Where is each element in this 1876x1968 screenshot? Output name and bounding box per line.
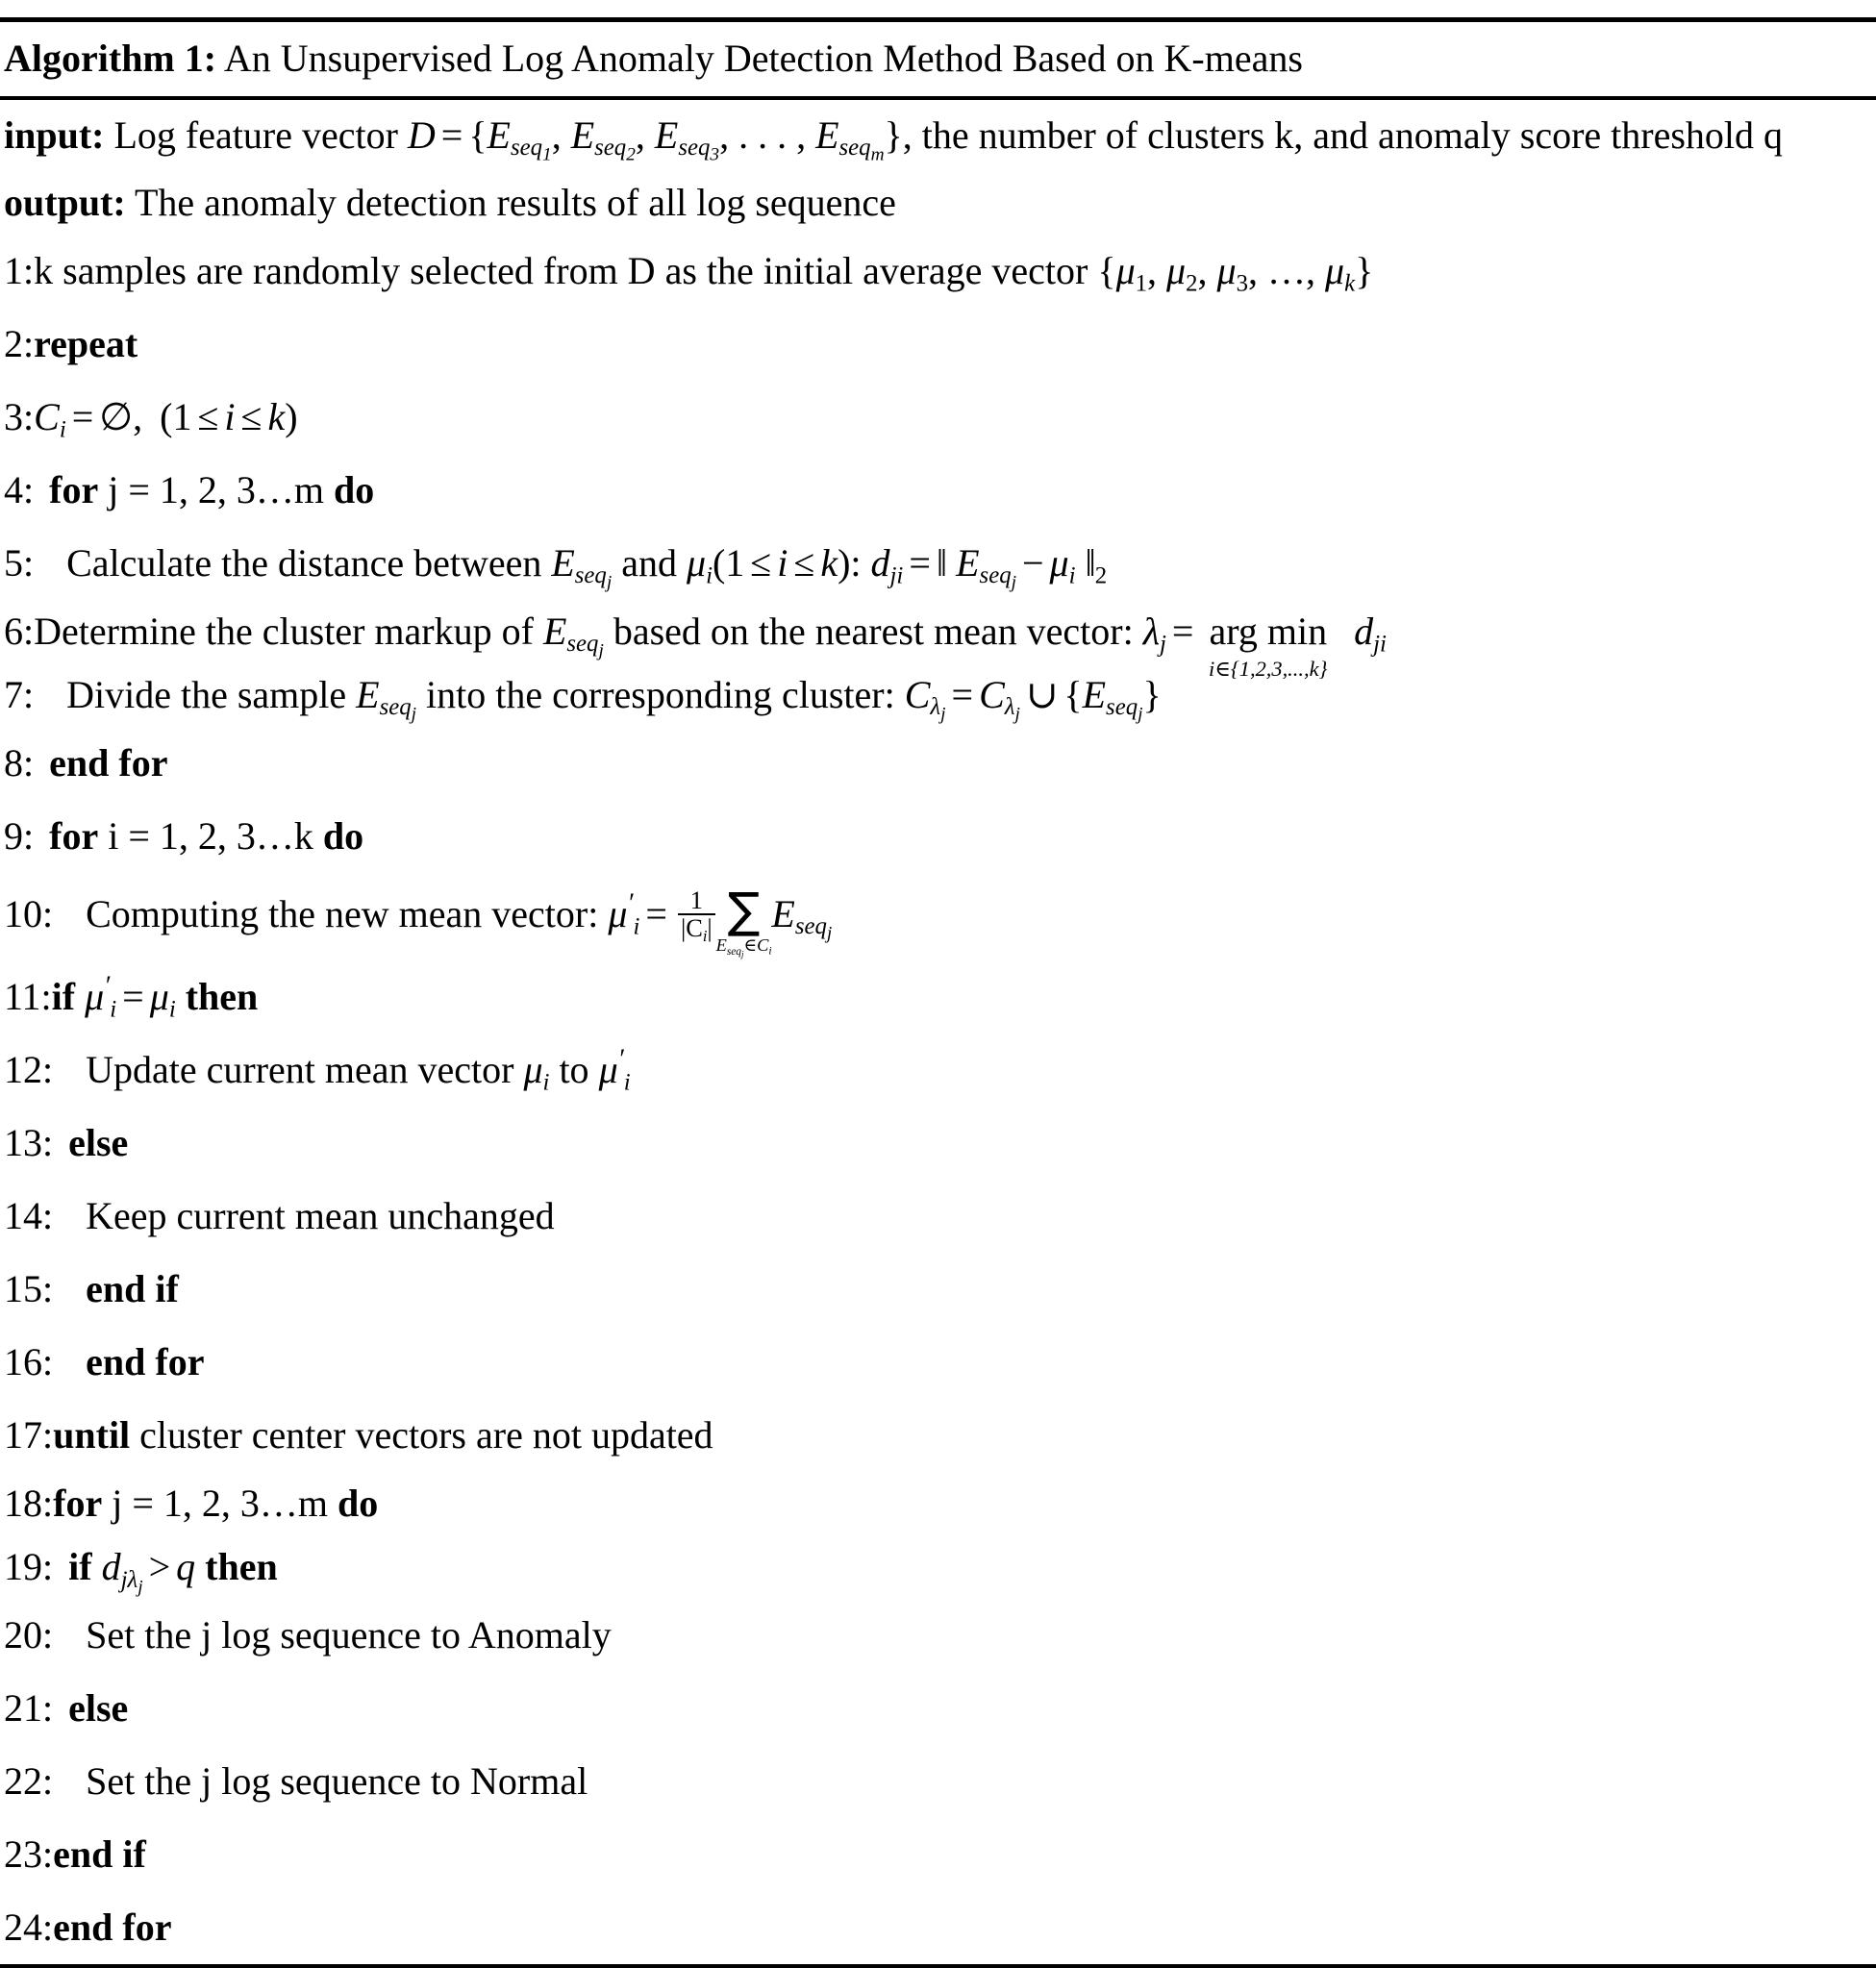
step-20: [0, 1599, 1876, 1672]
step-7-equals: =: [951, 672, 974, 716]
step-3: [0, 381, 1876, 454]
step-10: [0, 873, 1876, 961]
input-E2-sub: [594, 135, 636, 165]
step-21: [0, 1672, 1876, 1745]
input-row: [0, 100, 1876, 167]
step-7-E2-index: j: [1138, 704, 1143, 725]
step-11-num: 11:: [4, 975, 52, 1019]
step-6-text1: Determine the cluster markup of: [34, 609, 534, 653]
step-22: [0, 1745, 1876, 1818]
step-10-mu-prime: ′: [627, 888, 634, 919]
step-22-text: Set the j log sequence to Normal: [86, 1759, 588, 1804]
step-10-E: E: [771, 891, 795, 935]
step-1-text: k samples are randomly selected from D as the initial average vector: [34, 248, 1088, 292]
step-3-num: 3:: [4, 394, 35, 438]
step-7-C2-lambda-sub: j: [1014, 704, 1020, 725]
step-21-keyword: else: [68, 1686, 129, 1731]
step-3-i: i: [224, 394, 236, 438]
step-1-mu-3: μ: [1216, 248, 1237, 292]
step-12: [0, 1034, 1876, 1107]
output-text: The anomaly detection results of all log sequence: [134, 180, 896, 224]
step-10-frac-den-open: |C: [680, 913, 703, 943]
step-15-keyword: end if: [86, 1267, 179, 1311]
input-Em-seq: seq: [838, 135, 871, 162]
step-5-i: i: [777, 540, 788, 585]
step-21-num: 21:: [4, 1686, 54, 1731]
step-5-k: k: [820, 540, 838, 585]
step-6-d-sub: ji: [1373, 631, 1387, 658]
step-7-C1-lambda-sub: j: [940, 704, 946, 725]
step-3-k: k: [267, 394, 286, 438]
step-10-sum-in-C: ∈C: [743, 935, 769, 956]
step-10-E-index: j: [826, 923, 833, 944]
step-10-equals: =: [645, 891, 667, 935]
step-4-for: for: [49, 467, 99, 511]
step-24-keyword: end for: [53, 1906, 172, 1950]
step-10-E-sub: [794, 913, 833, 944]
step-1: 1:k samples are randomly selected from D as the initial average vector {$\mu_1$, $\mu_2$, $\mu_3$, …, $\mu_k$}: [4, 248, 1374, 297]
step-3-equals: =: [71, 394, 94, 438]
step-5-num: 5:: [4, 540, 35, 585]
step-8: [0, 727, 1876, 800]
step-10-frac-den-sub: i: [702, 927, 708, 946]
input-E2-index: 2: [626, 144, 636, 165]
input-E1-seq: seq: [510, 135, 543, 162]
step-15: [0, 1253, 1876, 1326]
step-7-E-index: j: [411, 704, 417, 725]
input-close-brace: }: [884, 112, 903, 157]
step-12-mu: μ: [523, 1048, 543, 1092]
step-7-cup: ∪: [1025, 672, 1059, 716]
step-5-E2-seq: seq: [979, 562, 1012, 589]
input-E1-sub: [510, 135, 552, 165]
step-3-comma: ,: [133, 394, 143, 438]
step-20-num: 20:: [4, 1613, 54, 1657]
step-7-C2-sub: [1004, 694, 1020, 725]
step-5-le-1: ≤: [750, 540, 772, 585]
step-19: [0, 1535, 1876, 1599]
step-18-body: j = 1, 2, 3…m: [112, 1482, 328, 1526]
step-5: [0, 527, 1876, 600]
step-16-num: 16:: [4, 1340, 54, 1384]
algorithm-title-row: [0, 22, 1876, 96]
step-11-mu-prime-var: μ: [85, 975, 105, 1019]
step-1-ellipsis: …,: [1267, 248, 1316, 292]
step-10-frac-den-close: |: [707, 913, 713, 943]
step-5-E-sub: [574, 562, 613, 593]
step-7-C2: C: [979, 672, 1005, 716]
step-1-mu-2-sub: 2: [1186, 270, 1198, 297]
step-6-lambda: λ: [1142, 609, 1161, 653]
step-10-summation: [715, 882, 772, 959]
input-E3-sub: [678, 135, 720, 165]
step-23-keyword: end if: [53, 1832, 146, 1877]
step-9: [0, 800, 1876, 873]
step-10-sum-Ci-sub: i: [768, 945, 772, 958]
step-7-C1-lambda: λ: [930, 694, 941, 721]
input-comma-1: ,: [551, 112, 562, 157]
step-12-text1: Update current mean vector: [86, 1048, 514, 1092]
step-3-paren-close: ): [285, 394, 298, 438]
step-7-open-brace: {: [1063, 672, 1083, 716]
step-11: [0, 960, 1876, 1034]
step-4-do: do: [334, 467, 375, 511]
step-17-keyword: until: [53, 1413, 131, 1457]
step-12-mu-prime: ′: [617, 1044, 624, 1075]
step-5-mu2-sub: i: [1068, 562, 1076, 589]
step-22-num: 22:: [4, 1759, 54, 1804]
step-16: [0, 1326, 1876, 1399]
step-18-for: for: [53, 1482, 103, 1526]
step-11-mu: μ: [149, 975, 169, 1019]
step-23: [0, 1818, 1876, 1891]
step-12-mu-prime-var: μ: [598, 1048, 618, 1092]
input-open-brace: {: [468, 112, 488, 157]
step-7: [0, 663, 1876, 727]
step-13: [0, 1107, 1876, 1180]
input-E2-seq: seq: [594, 135, 627, 162]
input-equals: =: [440, 112, 463, 157]
step-6-E: E: [542, 609, 567, 653]
step-18-num: 18:: [4, 1482, 54, 1526]
step-6-num: 6:: [4, 609, 35, 653]
step-10-sum-subscript: [716, 933, 772, 959]
step-5-one: 1: [725, 540, 745, 585]
step-14-text: Keep current mean unchanged: [86, 1194, 555, 1238]
step-3-C-sub: i: [59, 416, 66, 443]
step-5-equals: =: [909, 540, 931, 585]
step-3-le-1: ≤: [197, 394, 219, 438]
step-14: [0, 1180, 1876, 1253]
step-4-body: j = 1, 2, 3…m: [108, 467, 324, 511]
step-7-E2: E: [1082, 672, 1107, 716]
step-4-num: 4:: [4, 467, 35, 511]
input-ellipsis: . . . ,: [738, 112, 807, 157]
step-6-E-sub: [566, 631, 604, 661]
input-E3: E: [654, 112, 679, 157]
step-19-d-sub-lambda-index: j: [138, 1577, 143, 1598]
step-3-paren-open: (: [160, 394, 173, 438]
step-18: [0, 1472, 1876, 1535]
step-12-mu-sub: i: [542, 1069, 550, 1096]
step-19-q: q: [176, 1545, 196, 1589]
step-5-paren-close: ): [838, 540, 851, 585]
step-10-num: 10:: [4, 891, 54, 935]
input-E3-seq: seq: [678, 135, 711, 162]
step-3-one: 1: [172, 394, 192, 438]
step-10-sum-j: j: [741, 949, 744, 959]
step-15-num: 15:: [4, 1267, 54, 1311]
step-11-mu-sub: i: [168, 996, 176, 1023]
step-2-keyword: repeat: [34, 321, 138, 365]
output-row: [0, 167, 1876, 235]
step-19-d: d: [101, 1545, 121, 1589]
step-10-frac-numerator: 1: [678, 887, 715, 916]
step-19-d-sub-j: j: [120, 1566, 128, 1593]
step-16-keyword: end for: [86, 1340, 205, 1384]
step-5-E2-sub: [979, 562, 1016, 593]
step-14-num: 14:: [4, 1194, 54, 1238]
step-8-num: 8:: [4, 740, 35, 785]
step-1-num: 1:: [4, 248, 35, 292]
step-19-if: if: [68, 1545, 92, 1589]
step-1-open-brace: {: [1097, 248, 1116, 292]
step-6-E-seq: seq: [566, 631, 599, 658]
step-7-close-brace: }: [1142, 672, 1162, 716]
step-7-C1-sub: [930, 694, 946, 725]
step-5-mu: μ: [686, 540, 707, 585]
step-7-E: E: [356, 672, 380, 716]
algorithm-block: [0, 17, 1876, 1968]
step-2: [0, 308, 1876, 381]
step-19-then: then: [205, 1545, 278, 1589]
input-E2: E: [570, 112, 595, 157]
step-5-mu2: μ: [1049, 540, 1069, 585]
step-6-lambda-sub: j: [1160, 631, 1166, 658]
step-11-equals: =: [122, 975, 144, 1019]
step-7-C1: C: [904, 672, 931, 716]
step-7-E-sub: [379, 694, 417, 725]
step-6-text2: based on the nearest mean vector:: [613, 609, 1134, 653]
step-1-mu-1-sub: 1: [1135, 270, 1148, 297]
step-10-frac-denominator: [678, 913, 715, 946]
input-Em-sub: [838, 135, 885, 165]
step-3-C: C: [34, 394, 60, 438]
input-E1-index: 1: [542, 144, 552, 165]
input-text-before: Log feature vector: [113, 112, 398, 157]
step-10-sum-seq: seq: [726, 945, 742, 958]
step-5-E: E: [551, 540, 575, 585]
step-17-text: cluster center vectors are not updated: [139, 1413, 713, 1457]
step-11-mu-prime: ′: [104, 971, 111, 1002]
step-7-E-seq: seq: [379, 694, 412, 721]
step-1-mu-2: μ: [1166, 248, 1187, 292]
step-24: [0, 1891, 1876, 1964]
step-3-le-2: ≤: [240, 394, 263, 438]
step-6: [0, 600, 1876, 681]
step-5-norm-close: ‖: [1085, 540, 1095, 585]
step-1-close-brace: }: [1355, 248, 1374, 292]
step-4: [0, 454, 1876, 527]
step-23-num: 23:: [4, 1832, 54, 1877]
step-12-text2: to: [559, 1048, 589, 1092]
input-label: input:: [4, 112, 105, 157]
sigma-icon: ∑: [727, 882, 761, 938]
step-5-text1: Calculate the distance between: [66, 540, 542, 585]
step-9-for: for: [49, 813, 99, 858]
step-5-E-index: j: [606, 572, 613, 593]
step-6-argmin-subscript: i∈{1,2,3,...,k}: [1209, 656, 1328, 681]
step-6-equals: =: [1171, 609, 1194, 653]
step-1-mu-k: μ: [1325, 248, 1345, 292]
input-text-after: , the number of clusters k, and anomaly score threshold q: [902, 112, 1784, 157]
step-5-colon: :: [850, 540, 862, 585]
step-5-d: d: [870, 540, 890, 585]
input-comma-3: ,: [719, 112, 730, 157]
step-7-num: 7:: [4, 672, 35, 716]
step-19-num: 19:: [4, 1545, 54, 1589]
step-1-mu-k-sub: k: [1344, 270, 1356, 297]
step-19-d-sub: [120, 1566, 143, 1598]
step-19-d-sub-lambda: λ: [127, 1566, 138, 1593]
input-E3-index: 3: [710, 144, 720, 165]
algorithm-title: An Unsupervised Log Anomaly Detection Method Based on K-means: [223, 37, 1303, 80]
step-10-mu: μ: [608, 891, 628, 935]
algorithm-label: Algorithm 1:: [4, 37, 217, 80]
step-7-E2-seq: seq: [1106, 694, 1138, 721]
step-1-mu-3-sub: 3: [1236, 270, 1249, 297]
step-12-num: 12:: [4, 1048, 54, 1092]
step-5-le-2: ≤: [793, 540, 815, 585]
step-5-d-sub: ji: [889, 562, 904, 589]
step-11-if: if: [51, 975, 76, 1019]
step-5-E-seq: seq: [574, 562, 607, 589]
input-comma-2: ,: [635, 112, 645, 157]
step-10-mu-sub: i: [633, 913, 640, 940]
step-6-argmin-label: arg min: [1209, 609, 1328, 653]
bottom-rule: [0, 1964, 1876, 1968]
step-7-E2-sub: [1106, 694, 1143, 725]
step-12-mu-prime-sub: i: [623, 1069, 631, 1096]
step-6-E-index: j: [598, 640, 604, 661]
step-5-text2: and: [621, 540, 677, 585]
step-5-E2: E: [956, 540, 980, 585]
step-10-sum-E: E: [715, 935, 727, 956]
step-5-norm-index: 2: [1094, 562, 1108, 589]
step-1-mu-1: μ: [1115, 248, 1136, 292]
step-10-text1: Computing the new mean vector:: [86, 891, 599, 935]
input-var-D: D: [407, 112, 436, 157]
step-2-num: 2:: [4, 321, 35, 365]
input-Em: E: [815, 112, 839, 157]
step-10-fraction: [678, 884, 715, 946]
step-7-text1: Divide the sample: [66, 672, 347, 716]
step-7-text2: into the corresponding cluster:: [426, 672, 895, 716]
step-17: [0, 1399, 1876, 1472]
step-13-keyword: else: [68, 1121, 129, 1165]
step-5-minus: −: [1021, 540, 1044, 585]
step-9-do: do: [322, 813, 364, 858]
step-5-mu-sub: i: [706, 562, 713, 589]
step-5-paren-open: (: [712, 540, 726, 585]
step-11-then: then: [185, 975, 259, 1019]
step-17-num: 17:: [4, 1413, 54, 1457]
step-6-d: d: [1354, 609, 1374, 653]
step-11-mu-prime-sub: i: [110, 996, 117, 1023]
step-8-keyword: end for: [49, 740, 168, 785]
step-18-do: do: [338, 1482, 379, 1526]
step-9-body: i = 1, 2, 3…k: [108, 813, 313, 858]
output-label: output:: [4, 180, 126, 224]
input-Em-index: m: [870, 144, 885, 165]
step-19-gt: >: [148, 1545, 171, 1589]
step-5-E2-index: j: [1011, 572, 1016, 593]
step-9-num: 9:: [4, 813, 35, 858]
step-7-C2-lambda: λ: [1004, 694, 1015, 721]
step-20-text: Set the j log sequence to Anomaly: [86, 1613, 612, 1657]
step-5-norm-open: ‖: [936, 540, 947, 585]
step-3-emptyset: ∅: [99, 394, 134, 438]
step-24-num: 24:: [4, 1906, 54, 1950]
step-6-argmin: [1209, 604, 1328, 681]
input-E1: E: [487, 112, 511, 157]
step-13-num: 13:: [4, 1121, 54, 1165]
step-10-E-seq: seq: [794, 913, 827, 940]
step-10-sum-E-sub: [727, 946, 744, 958]
